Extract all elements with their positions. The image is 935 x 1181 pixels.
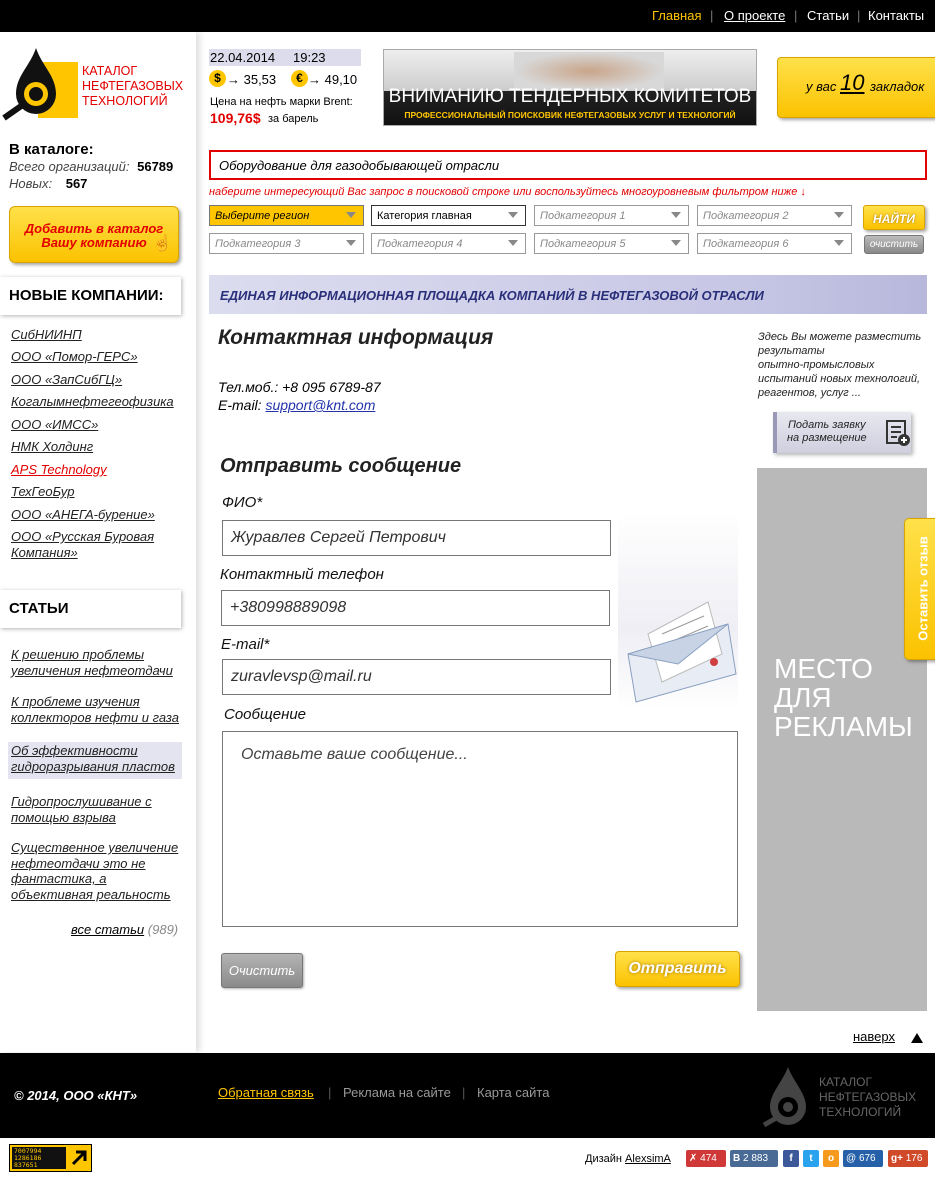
article-link-line: объективная реальность <box>11 886 171 902</box>
find-button[interactable]: НАЙТИ <box>863 205 925 230</box>
contact-title: Контактная информация <box>218 326 494 349</box>
chevron-down-icon <box>346 240 356 246</box>
subcategory-value: Подкатегория 2 <box>703 210 789 222</box>
company-link[interactable]: APS Technology <box>11 462 107 477</box>
main-category-value: Категория главная <box>377 210 472 222</box>
share-count: 676 <box>858 1153 876 1164</box>
share-facebook[interactable]: f <box>783 1150 799 1167</box>
bookmarks-count: 10 <box>840 70 865 95</box>
catalog-orgs <box>9 159 173 174</box>
article-link[interactable] <box>11 647 173 678</box>
tender-banner[interactable] <box>383 49 757 126</box>
dollar-icon: $ <box>209 70 226 87</box>
share-odnoklassniki[interactable]: о <box>823 1150 839 1167</box>
nav-about[interactable]: О проекте <box>724 8 786 23</box>
bookmarks-suffix: закладок <box>870 79 925 94</box>
subcategory4-select[interactable] <box>371 233 526 254</box>
logo-line: ТЕХНОЛОГИЙ <box>82 94 168 108</box>
subcategory-value: Подкатегория 4 <box>377 238 463 250</box>
feedback-tab-label: Оставить отзыв <box>915 536 931 641</box>
nav-separator: | <box>710 8 714 23</box>
share-vk[interactable] <box>730 1150 778 1167</box>
nav-home[interactable]: Главная <box>652 8 702 23</box>
designer-link[interactable]: AlexsimA <box>625 1153 671 1165</box>
new-label: Новых: <box>9 176 53 191</box>
logo-text <box>82 64 183 109</box>
arrow-up-right-icon <box>70 1149 88 1167</box>
phone-field[interactable]: +380998889098 <box>221 590 610 626</box>
footer-separator: | <box>328 1085 332 1100</box>
footer-sitemap-link[interactable]: Карта сайта <box>477 1085 550 1100</box>
catalog-title: В каталоге: <box>9 141 94 158</box>
bookmarks-widget[interactable] <box>777 57 935 118</box>
nav-articles[interactable]: Статьи <box>807 8 850 23</box>
footer-separator: | <box>462 1085 466 1100</box>
promo-text-line: реагентов, услуг ... <box>758 387 861 399</box>
company-link[interactable]: ООО «ЗапСибГЦ» <box>11 372 123 387</box>
company-link[interactable]: ООО «ИМСС» <box>11 417 99 432</box>
company-link[interactable]: ООО «Русская Буровая <box>11 529 155 544</box>
footer-logo-text <box>819 1075 916 1120</box>
form-title: Отправить сообщение <box>220 455 462 477</box>
footer-logo-line: КАТАЛОГ <box>819 1075 872 1089</box>
search-input[interactable]: Оборудование для газодобывающей отрасли <box>209 150 927 180</box>
company-link[interactable]: НМК Холдинг <box>11 439 94 454</box>
article-link[interactable] <box>11 743 175 774</box>
subcategory6-select[interactable] <box>697 233 852 254</box>
article-link-line: Существенное увеличение <box>11 840 179 855</box>
chevron-down-icon <box>834 240 844 246</box>
all-articles-count: (989) <box>147 922 179 937</box>
contact-email-link[interactable]: support@knt.com <box>265 397 376 413</box>
article-link-line: Об эффективности <box>11 743 138 758</box>
message-textarea[interactable]: Оставьте ваше сообщение... <box>222 731 738 927</box>
platform-banner-text: ЕДИНАЯ ИНФОРМАЦИОННАЯ ПЛОЩАДКА КОМПАНИЙ В НЕФТЕГАЗОВОЙ ОТРАСЛИ <box>220 288 764 303</box>
banner-title: ВНИМАНИЮ ТЕНДЕРНЫХ КОМИТЕТОВ <box>388 86 752 107</box>
eur-rate: → 49,10 <box>308 72 358 87</box>
form-add-icon <box>885 419 911 447</box>
chevron-down-icon <box>346 212 356 218</box>
share-count: 2 883 <box>743 1153 769 1164</box>
footer-logo-line: ТЕХНОЛОГИЙ <box>819 1105 902 1119</box>
platform-banner <box>209 275 927 314</box>
nav-separator: | <box>794 8 798 23</box>
apply-label <box>787 419 867 445</box>
share-google[interactable] <box>888 1150 928 1167</box>
send-button[interactable]: Отправить <box>615 951 740 987</box>
ad-text <box>774 654 913 741</box>
ad-placeholder[interactable] <box>757 468 927 1011</box>
chevron-down-icon <box>671 240 681 246</box>
bookmarks-prefix: у вас <box>806 79 837 94</box>
share-twitter[interactable]: t <box>803 1150 819 1167</box>
feedback-tab[interactable] <box>904 518 935 660</box>
share-count: 176 <box>905 1153 923 1164</box>
region-select[interactable] <box>209 205 364 226</box>
fio-label: ФИО* <box>222 494 263 511</box>
company-link[interactable]: Когалымнефтегеофизика <box>11 394 174 409</box>
article-link-line: Гидропрослушивание с <box>11 794 152 809</box>
hand-cursor-icon: ☝ <box>152 235 172 252</box>
article-link-line: К решению проблемы <box>11 647 145 662</box>
subcategory5-select[interactable] <box>534 233 689 254</box>
subcategory3-select[interactable] <box>209 233 364 254</box>
article-link-line: гидроразрывания пластов <box>11 758 175 774</box>
footer <box>0 1053 935 1138</box>
subcategory-value: Подкатегория 6 <box>703 238 789 250</box>
promo-text-line: Здесь Вы можете разместить <box>758 331 922 343</box>
article-link[interactable] <box>11 840 178 902</box>
contact-email-label: E-mail: <box>218 397 262 413</box>
brent-price: 109,76$ <box>210 110 261 126</box>
promo-text-line: результаты <box>758 345 825 357</box>
apply-label-line: Подать заявку <box>787 419 866 431</box>
apply-button[interactable] <box>773 412 911 453</box>
top-nav-bar <box>0 0 935 32</box>
article-link-line: помощью взрыва <box>11 809 116 825</box>
counter-line: 837651 <box>14 1161 38 1169</box>
footer-logo-icon <box>762 1065 810 1127</box>
share-count: 474 <box>700 1153 717 1164</box>
company-link[interactable]: ТехГеоБур <box>11 484 75 499</box>
orgs-label: Всего организаций: <box>9 159 130 174</box>
all-articles-link[interactable]: все статьи <box>71 922 145 937</box>
logo-drop-icon <box>0 46 60 122</box>
email-field[interactable]: zuravlevsp@mail.ru <box>222 659 611 695</box>
article-link-line: увеличения нефтеотдачи <box>11 662 173 678</box>
to-top-link[interactable]: наверх <box>853 1029 895 1044</box>
site-logo[interactable] <box>0 44 190 144</box>
search-hint: наберите интересующий Вас запрос в поисковой строке или воспользуйтесь многоуровневым фильтром ниже ↓ <box>209 186 806 198</box>
copyright: © 2014, ООО «КНТ» <box>14 1088 138 1103</box>
promo-text-line: опытно-промысловых <box>758 359 875 371</box>
add-company-label: Вашу компанию <box>41 235 147 250</box>
footer-feedback-link[interactable]: Обратная связь <box>218 1085 314 1100</box>
company-link[interactable]: СибНИИНП <box>11 327 82 342</box>
subcategory-value: Подкатегория 5 <box>540 238 626 250</box>
contact-email <box>218 397 375 413</box>
counter-widget[interactable] <box>9 1144 92 1172</box>
clear-filter-button[interactable]: очистить <box>864 235 924 254</box>
hands-image <box>514 52 664 90</box>
article-link[interactable] <box>11 694 179 725</box>
message-label: Сообщение <box>224 706 307 723</box>
chevron-down-icon <box>671 212 681 218</box>
subcategory-value: Подкатегория 1 <box>540 210 626 222</box>
catalog-new <box>9 176 87 191</box>
gplus-icon: ✗ <box>689 1153 701 1164</box>
nav-separator: | <box>857 8 861 23</box>
counter-values <box>12 1147 66 1169</box>
euro-icon: € <box>291 70 308 87</box>
counter-line: 7007994 <box>14 1147 42 1155</box>
chevron-down-icon <box>834 212 844 218</box>
ad-text-line: МЕСТО <box>774 653 873 684</box>
all-articles <box>71 922 178 937</box>
footer-ads-link[interactable]: Реклама на сайте <box>343 1085 451 1100</box>
new-companies-title: НОВЫЕ КОМПАНИИ: <box>0 277 181 315</box>
time: 19:23 <box>293 50 326 65</box>
usd-rate: → 35,53 <box>227 72 277 87</box>
counter-line: 1286186 <box>14 1154 42 1162</box>
fio-field[interactable]: Журавлев Сергей Петрович <box>222 520 611 556</box>
phone-label: Контактный телефон <box>220 566 384 583</box>
region-value: Выберите регион <box>215 210 310 222</box>
article-link-line: нефтеотдачи это не <box>11 855 146 871</box>
article-link-line: коллекторов нефти и газа <box>11 709 179 725</box>
ad-text-line: ДЛЯ <box>774 682 832 713</box>
new-count: 567 <box>65 176 88 191</box>
subcategory-value: Подкатегория 3 <box>215 238 301 250</box>
chevron-down-icon <box>508 212 518 218</box>
design-label: Дизайн <box>585 1153 622 1165</box>
apply-label-line: на размещение <box>787 432 867 444</box>
article-link-line: К проблеме изучения <box>11 694 140 709</box>
share-mail[interactable] <box>843 1150 883 1167</box>
google-icon: g+ <box>891 1153 903 1164</box>
share-gplus-count[interactable] <box>686 1150 726 1167</box>
company-link-continued[interactable]: Компания» <box>11 545 78 560</box>
design-credit <box>585 1153 671 1165</box>
arrow-up-icon[interactable] <box>911 1033 923 1043</box>
email-label: E-mail* <box>221 636 270 653</box>
company-link[interactable]: ООО «АНЕГА-бурение» <box>11 507 155 522</box>
promo-text-line: испытаний новых технологий, <box>758 373 921 385</box>
envelope-panel <box>618 512 738 708</box>
vk-icon: В <box>733 1153 741 1164</box>
logo-line: КАТАЛОГ <box>82 64 138 78</box>
subcategory2-select[interactable] <box>697 205 852 226</box>
form-clear-button[interactable]: Очистить <box>221 953 303 988</box>
articles-title: СТАТЬИ <box>0 590 181 628</box>
brent-unit: за барель <box>268 113 319 125</box>
envelope-icon <box>618 594 738 704</box>
date-time <box>209 49 361 66</box>
article-link-line: фантастика, а <box>11 871 107 886</box>
brent-label: Цена на нефть марки Brent: <box>210 96 353 108</box>
chevron-down-icon <box>508 240 518 246</box>
orgs-count: 56789 <box>137 159 174 174</box>
ad-text-line: РЕКЛАМЫ <box>774 711 913 742</box>
banner-subtitle: ПРОФЕССИОНАЛЬНЫЙ ПОИСКОВИК НЕФТЕГАЗОВЫХ УСЛУГ И ТЕХНОЛОГИЙ <box>404 110 736 120</box>
add-company-label: Добавить в каталог <box>24 221 164 236</box>
subcategory1-select[interactable] <box>534 205 689 226</box>
article-link[interactable] <box>11 794 152 825</box>
mail-at-icon: @ <box>846 1153 859 1164</box>
logo-line: НЕФТЕГАЗОВЫХ <box>82 79 184 93</box>
footer-logo-line: НЕФТЕГАЗОВЫХ <box>819 1090 917 1104</box>
contact-phone: Тел.моб.: +8 095 6789-87 <box>218 379 381 395</box>
nav-contacts[interactable]: Контакты <box>868 8 925 23</box>
company-link[interactable]: ООО «Помор-ГЕРС» <box>11 349 138 364</box>
main-category-select[interactable] <box>371 205 526 226</box>
promo-text <box>758 330 921 400</box>
add-company-button[interactable] <box>9 206 179 263</box>
date: 22.04.2014 <box>210 50 276 65</box>
